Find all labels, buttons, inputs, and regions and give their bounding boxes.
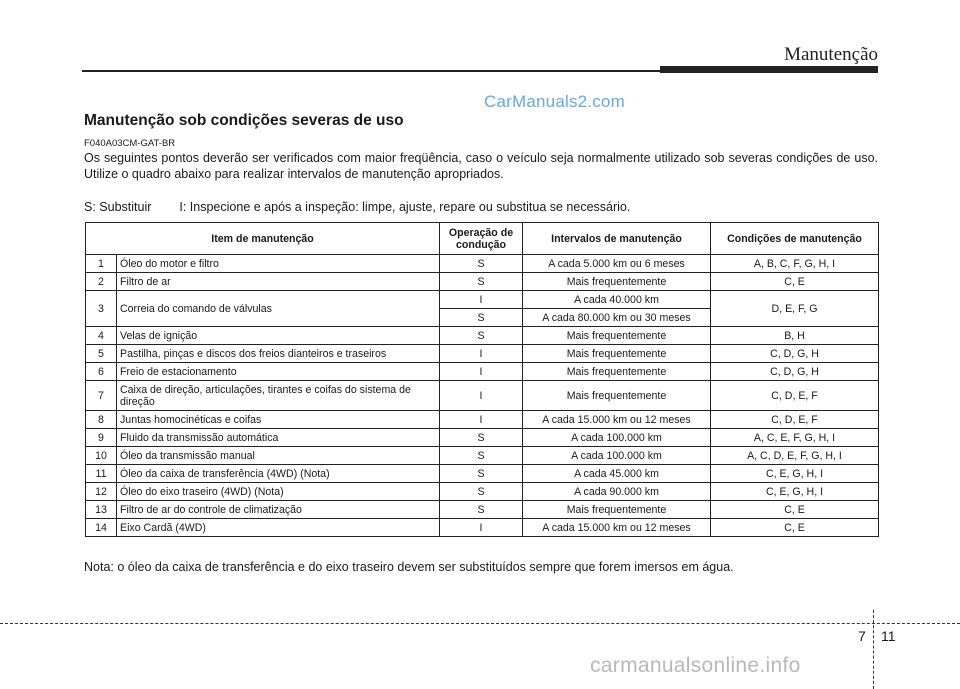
row-item: Eixo Cardã (4WD) <box>117 519 440 537</box>
row-number: 8 <box>86 411 117 429</box>
row-operation: I <box>440 345 523 363</box>
row-conditions: C, D, G, H <box>711 363 879 381</box>
page-chapter-number: 7 <box>858 628 866 644</box>
row-item: Óleo do eixo traseiro (4WD) (Nota) <box>117 483 440 501</box>
document-code: F040A03CM-GAT-BR <box>84 138 176 149</box>
row-conditions: C, E <box>711 273 879 291</box>
row-conditions: A, B, C, F, G, H, I <box>711 255 879 273</box>
page-number: 11 <box>881 628 896 644</box>
header-operation: Operação de condução <box>440 223 523 255</box>
row-item: Filtro de ar <box>117 273 440 291</box>
row-operation: S <box>440 309 523 327</box>
table-row <box>86 483 879 501</box>
row-item: Freio de estacionamento <box>117 363 440 381</box>
row-number: 11 <box>86 465 117 483</box>
row-conditions: C, E <box>711 519 879 537</box>
legend <box>84 200 630 214</box>
row-item: Filtro de ar do controle de climatização <box>117 501 440 519</box>
row-item: Óleo do motor e filtro <box>117 255 440 273</box>
table-row <box>86 519 879 537</box>
table-row <box>86 255 879 273</box>
row-number: 2 <box>86 273 117 291</box>
header-conditions: Condições de manutenção <box>711 223 879 255</box>
header-rule <box>82 70 662 72</box>
row-conditions: C, E, G, H, I <box>711 465 879 483</box>
table-row <box>86 327 879 345</box>
row-interval: A cada 100.000 km <box>523 447 711 465</box>
row-number: 12 <box>86 483 117 501</box>
row-number: 9 <box>86 429 117 447</box>
row-operation: I <box>440 291 523 309</box>
row-operation: I <box>440 381 523 411</box>
row-interval: Mais frequentemente <box>523 363 711 381</box>
legend-inspect: I: Inspecione e após a inspeção: limpe, ajuste, repare ou substitua se necessário. <box>179 200 631 214</box>
row-interval: A cada 45.000 km <box>523 465 711 483</box>
row-conditions: C, D, E, F <box>711 381 879 411</box>
header-interval: Intervalos de manutenção <box>523 223 711 255</box>
header-rule-accent <box>660 66 878 73</box>
table-header-row <box>86 223 879 255</box>
row-conditions: B, H <box>711 327 879 345</box>
row-number: 6 <box>86 363 117 381</box>
row-conditions: C, D, G, H <box>711 345 879 363</box>
row-interval: A cada 40.000 km <box>523 291 711 309</box>
row-interval: Mais frequentemente <box>523 273 711 291</box>
legend-substitute: S: Substituir <box>84 200 152 214</box>
row-item: Pastilha, pinças e discos dos freios dianteiros e traseiros <box>117 345 440 363</box>
row-operation: S <box>440 429 523 447</box>
row-conditions: D, E, F, G <box>711 291 879 327</box>
table-row <box>86 501 879 519</box>
page-number-divider <box>873 610 874 689</box>
row-conditions: A, C, D, E, F, G, H, I <box>711 447 879 465</box>
table-row <box>86 447 879 465</box>
row-number: 7 <box>86 381 117 411</box>
table-row <box>86 345 879 363</box>
row-item: Óleo da caixa de transferência (4WD) (Nota) <box>117 465 440 483</box>
maintenance-table <box>85 222 879 537</box>
table-row <box>86 273 879 291</box>
row-number: 5 <box>86 345 117 363</box>
row-number: 1 <box>86 255 117 273</box>
row-operation: I <box>440 411 523 429</box>
table-row <box>86 363 879 381</box>
row-interval: Mais frequentemente <box>523 381 711 411</box>
row-item: Velas de ignição <box>117 327 440 345</box>
row-conditions: C, E, G, H, I <box>711 483 879 501</box>
row-interval: A cada 90.000 km <box>523 483 711 501</box>
chapter-title: Manutenção <box>784 44 878 65</box>
row-operation: S <box>440 255 523 273</box>
row-item: Caixa de direção, articulações, tirantes e coifas do sistema de direção <box>117 381 440 411</box>
row-conditions: C, D, E, F <box>711 411 879 429</box>
table-row <box>86 381 879 411</box>
row-operation: S <box>440 483 523 501</box>
row-number: 4 <box>86 327 117 345</box>
section-title: Manutenção sob condições severas de uso <box>84 112 404 129</box>
footer-rule <box>0 623 960 624</box>
row-operation: S <box>440 447 523 465</box>
table-note: Nota: o óleo da caixa de transferência e do eixo traseiro devem ser substituídos sempre que forem imersos em água. <box>84 560 734 574</box>
row-item: Fluido da transmissão automática <box>117 429 440 447</box>
table-row <box>86 411 879 429</box>
table-row <box>86 465 879 483</box>
row-number: 13 <box>86 501 117 519</box>
row-item: Correia do comando de válvulas <box>117 291 440 327</box>
row-number: 10 <box>86 447 117 465</box>
watermark-top: CarManuals2.com <box>484 92 625 111</box>
row-interval: Mais frequentemente <box>523 345 711 363</box>
row-number: 3 <box>86 291 117 327</box>
watermark-bottom: carmanualsonline.info <box>590 654 801 677</box>
row-interval: A cada 80.000 km ou 30 meses <box>523 309 711 327</box>
row-conditions: A, C, E, F, G, H, I <box>711 429 879 447</box>
row-interval: A cada 5.000 km ou 6 meses <box>523 255 711 273</box>
row-operation: S <box>440 501 523 519</box>
row-operation: S <box>440 465 523 483</box>
row-interval: Mais frequentemente <box>523 501 711 519</box>
row-operation: I <box>440 363 523 381</box>
row-operation: I <box>440 519 523 537</box>
row-interval: Mais frequentemente <box>523 327 711 345</box>
row-interval: A cada 15.000 km ou 12 meses <box>523 519 711 537</box>
intro-paragraph: Os seguintes pontos deverão ser verificados com maior freqüência, caso o veículo seja normalmente utilizado sob severas condições de uso. Utilize o quadro abaixo para realizar intervalos de manutenção apropriados. <box>84 151 878 181</box>
row-item: Juntas homocinéticas e coifas <box>117 411 440 429</box>
row-interval: A cada 15.000 km ou 12 meses <box>523 411 711 429</box>
row-operation: S <box>440 327 523 345</box>
table-row <box>86 291 879 309</box>
row-conditions: C, E <box>711 501 879 519</box>
header-item: Item de manutenção <box>86 223 440 255</box>
row-number: 14 <box>86 519 117 537</box>
row-item: Óleo da transmissão manual <box>117 447 440 465</box>
row-interval: A cada 100.000 km <box>523 429 711 447</box>
row-operation: S <box>440 273 523 291</box>
table-row <box>86 429 879 447</box>
